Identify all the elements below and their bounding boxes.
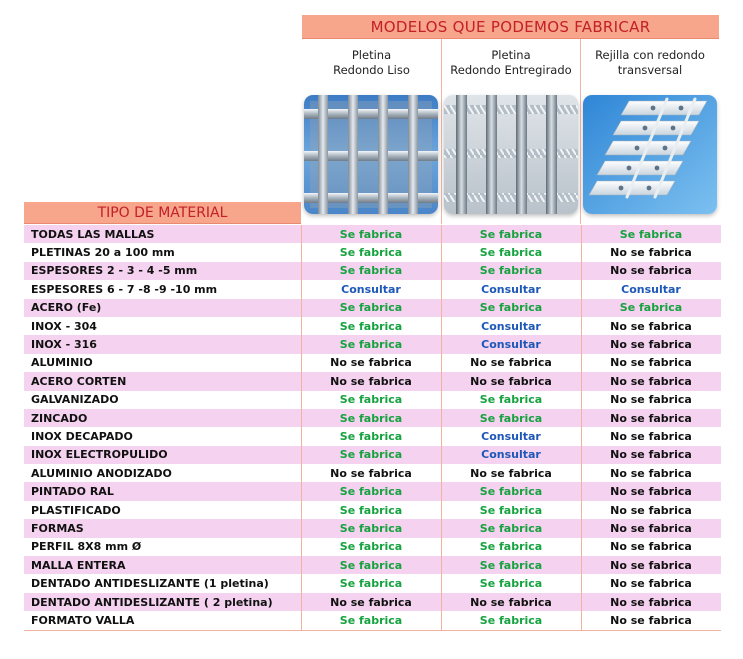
- availability-cell: Se fabrica: [441, 501, 581, 519]
- table-row: [24, 446, 721, 464]
- availability-cell: No se fabrica: [441, 593, 581, 611]
- availability-cell: Consultar: [441, 280, 581, 298]
- table-row: [24, 464, 721, 482]
- table-row: [24, 409, 721, 427]
- availability-cell: No se fabrica: [301, 372, 441, 390]
- availability-cell: Se fabrica: [441, 538, 581, 556]
- availability-cell: No se fabrica: [581, 611, 721, 630]
- availability-cell: Se fabrica: [301, 446, 441, 464]
- table-row: [24, 519, 721, 537]
- table-row: [24, 372, 721, 390]
- availability-cell: Se fabrica: [301, 574, 441, 592]
- table-row: [24, 354, 721, 372]
- availability-cell: No se fabrica: [581, 409, 721, 427]
- table-row: [24, 593, 721, 611]
- availability-cell: Se fabrica: [441, 556, 581, 574]
- availability-cell: Se fabrica: [441, 482, 581, 500]
- material-name: ESPESORES 2 - 3 - 4 -5 mm: [24, 262, 301, 280]
- table-row: [24, 427, 721, 445]
- material-name: FORMATO VALLA: [24, 611, 301, 630]
- availability-cell: No se fabrica: [581, 556, 721, 574]
- material-name: FORMAS: [24, 519, 301, 537]
- availability-cell: Se fabrica: [301, 556, 441, 574]
- table-row: [24, 611, 721, 630]
- availability-cell: Se fabrica: [441, 409, 581, 427]
- availability-cell: No se fabrica: [441, 354, 581, 372]
- availability-cell: No se fabrica: [581, 538, 721, 556]
- availability-cell: Consultar: [441, 427, 581, 445]
- availability-cell: Se fabrica: [301, 482, 441, 500]
- material-name: ESPESORES 6 - 7 -8 -9 -10 mm: [31, 282, 218, 296]
- availability-cell: Se fabrica: [301, 262, 441, 280]
- material-name: ACERO CORTEN: [24, 372, 301, 390]
- availability-cell: No se fabrica: [441, 372, 581, 390]
- material-name: PERFIL 8X8 mm Ø: [31, 540, 142, 554]
- table-row: [24, 317, 721, 335]
- availability-cell: No se fabrica: [301, 464, 441, 482]
- material-name: TODAS LAS MALLAS: [24, 225, 301, 243]
- material-type-title: TIPO DE MATERIAL: [97, 204, 228, 221]
- table-row: [24, 299, 721, 317]
- model-column-pletina-entregirado: [441, 39, 580, 224]
- availability-cell: Se fabrica: [301, 427, 441, 445]
- material-name: INOX - 316: [24, 335, 301, 353]
- availability-cell: Se fabrica: [301, 335, 441, 353]
- availability-cell: Consultar: [441, 335, 581, 353]
- availability-cell: Se fabrica: [301, 299, 441, 317]
- availability-cell: Se fabrica: [441, 611, 581, 630]
- availability-cell: No se fabrica: [301, 354, 441, 372]
- material-name: PINTADO RAL: [24, 482, 301, 500]
- table-row: [24, 482, 721, 500]
- availability-cell: No se fabrica: [581, 482, 721, 500]
- availability-cell: No se fabrica: [581, 372, 721, 390]
- model-column-rejilla-transversal: [580, 39, 719, 224]
- table-row: [24, 280, 721, 298]
- material-name: DENTADO ANTIDESLIZANTE ( 2 pletina): [24, 593, 301, 611]
- availability-cell: No se fabrica: [581, 317, 721, 335]
- model-label: Rejilla con redondo transversal: [595, 48, 705, 77]
- material-name: DENTADO ANTIDESLIZANTE (1 pletina): [31, 577, 269, 591]
- availability-cell: Se fabrica: [441, 299, 581, 317]
- availability-cell: No se fabrica: [581, 501, 721, 519]
- availability-cell: Consultar: [581, 280, 721, 298]
- grating-twisted-round-image: [444, 95, 578, 214]
- availability-cell: Se fabrica: [301, 519, 441, 537]
- material-name: ACERO (Fe): [24, 299, 301, 317]
- availability-cell: No se fabrica: [581, 262, 721, 280]
- availability-cell: Se fabrica: [301, 317, 441, 335]
- table-row: [24, 556, 721, 574]
- availability-cell: No se fabrica: [301, 593, 441, 611]
- model-label: Pletina Redondo Entregirado: [450, 48, 572, 77]
- availability-cell: Se fabrica: [301, 501, 441, 519]
- material-name: PLASTIFICADO: [31, 503, 121, 517]
- availability-cell: Se fabrica: [441, 574, 581, 592]
- model-label: Pletina Redondo Liso: [333, 48, 410, 77]
- material-name: INOX DECAPADO: [31, 429, 133, 443]
- material-name: ZINCADO: [24, 409, 301, 427]
- availability-cell: Se fabrica: [581, 225, 721, 243]
- availability-cell: No se fabrica: [581, 593, 721, 611]
- material-name: PLETINAS 20 a 100 mm: [31, 246, 175, 260]
- availability-cell: Se fabrica: [301, 409, 441, 427]
- models-title: MODELOS QUE PODEMOS FABRICAR: [370, 17, 651, 36]
- availability-cell: Se fabrica: [441, 519, 581, 537]
- availability-cell: Se fabrica: [441, 225, 581, 243]
- availability-cell: Consultar: [301, 280, 441, 298]
- material-name: MALLA ENTERA: [24, 556, 301, 574]
- availability-cell: No se fabrica: [581, 464, 721, 482]
- table-row: [24, 225, 721, 243]
- material-name: INOX ELECTROPULIDO: [24, 446, 301, 464]
- availability-cell: Se fabrica: [301, 243, 441, 261]
- material-name: ALUMINIO ANODIZADO: [31, 466, 172, 480]
- table-row: [24, 574, 721, 592]
- availability-cell: Consultar: [441, 317, 581, 335]
- material-type-header: [24, 202, 301, 224]
- availability-cell: No se fabrica: [441, 464, 581, 482]
- table-row: [24, 501, 721, 519]
- availability-cell: No se fabrica: [581, 519, 721, 537]
- availability-cell: Se fabrica: [301, 225, 441, 243]
- grating-smooth-round-image: [304, 95, 438, 214]
- availability-cell: Se fabrica: [301, 611, 441, 630]
- table-row: [24, 391, 721, 409]
- material-name: GALVANIZADO: [31, 393, 119, 407]
- material-name: ALUMINIO: [31, 356, 93, 370]
- availability-cell: Se fabrica: [301, 391, 441, 409]
- table-row: [24, 243, 721, 261]
- availability-cell: Se fabrica: [301, 538, 441, 556]
- availability-cell: No se fabrica: [581, 243, 721, 261]
- material-name: INOX - 304: [31, 319, 97, 333]
- table-row: [24, 538, 721, 556]
- model-column-pletina-liso: [302, 39, 441, 224]
- availability-cell: Se fabrica: [581, 299, 721, 317]
- availability-cell: Se fabrica: [441, 391, 581, 409]
- availability-cell: Consultar: [441, 446, 581, 464]
- table-row: [24, 262, 721, 280]
- availability-cell: No se fabrica: [581, 354, 721, 372]
- fabrication-table: [24, 225, 721, 631]
- grating-transverse-round-image: [583, 95, 717, 214]
- availability-cell: Se fabrica: [441, 262, 581, 280]
- availability-cell: Se fabrica: [441, 243, 581, 261]
- table-row: [24, 335, 721, 353]
- availability-cell: No se fabrica: [581, 574, 721, 592]
- availability-cell: No se fabrica: [581, 391, 721, 409]
- availability-cell: No se fabrica: [581, 335, 721, 353]
- models-header: [302, 15, 719, 39]
- availability-cell: No se fabrica: [581, 427, 721, 445]
- availability-cell: No se fabrica: [581, 446, 721, 464]
